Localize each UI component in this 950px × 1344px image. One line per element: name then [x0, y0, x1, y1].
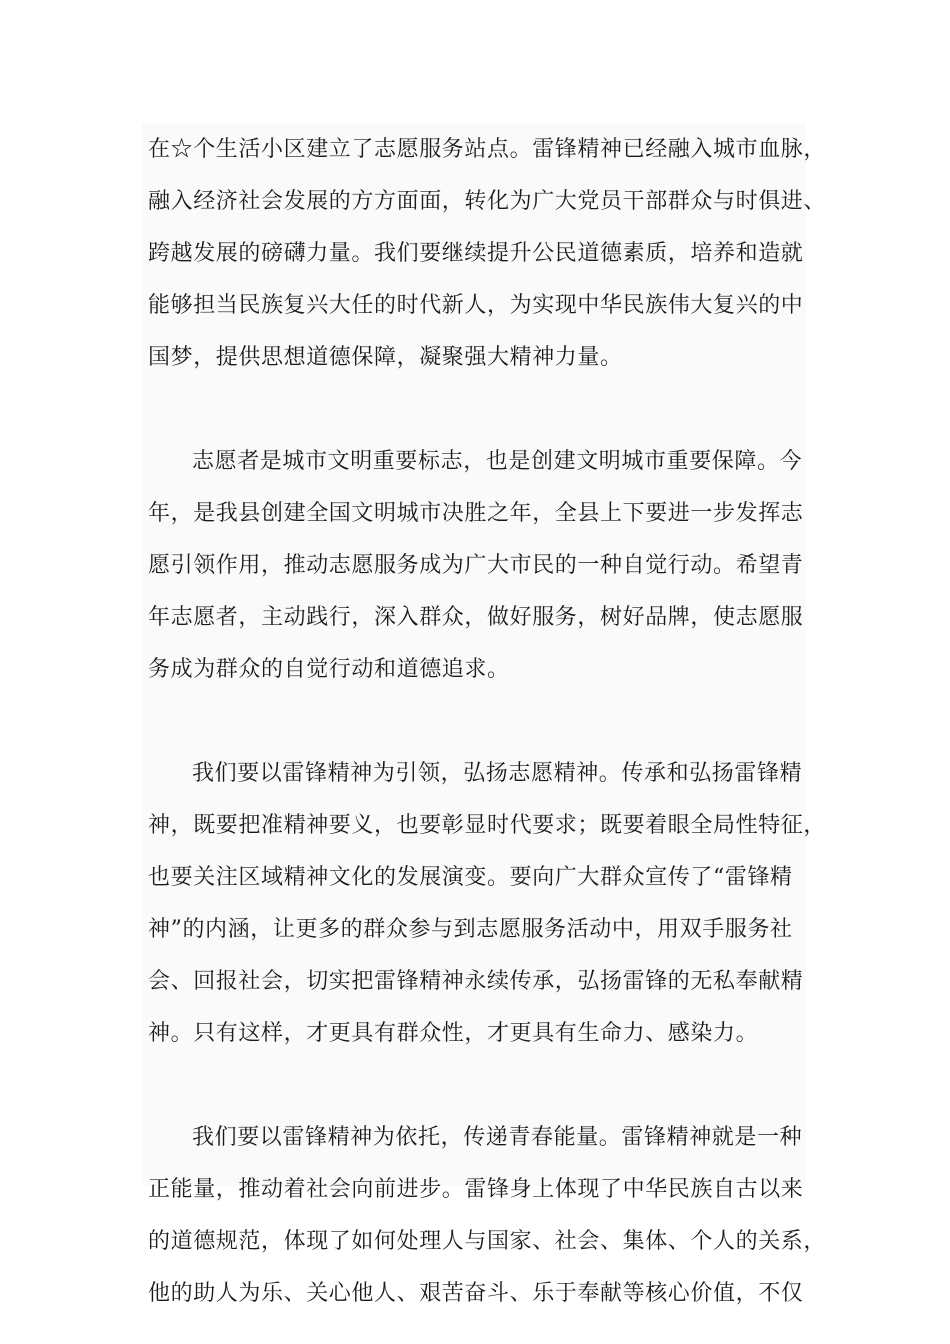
paragraph-1	[142, 124, 827, 384]
text-line: 融入经济社会发展的方方面面，转化为广大党员干部群众与时俱进、	[148, 189, 827, 214]
paragraph-gap	[142, 384, 806, 436]
text-line: 年志愿者，主动践行，深入群众，做好服务，树好品牌，使志愿服	[148, 605, 804, 630]
text-line: 神。只有这样，才更具有群众性，才更具有生命力、感染力。	[148, 1021, 759, 1046]
paragraph-gap	[142, 1060, 806, 1112]
document-text-block	[142, 124, 827, 1306]
text-line: 正能量，推动着社会向前进步。雷锋身上体现了中华民族自古以来	[148, 1177, 804, 1202]
text-line: 神，既要把准精神要义，也要彰显时代要求；既要着眼全局性特征，	[148, 813, 827, 838]
text-line: 跨越发展的磅礴力量。我们要继续提升公民道德素质，培养和造就	[148, 241, 804, 266]
text-line: 神”的内涵，让更多的群众参与到志愿服务活动中，用双手服务社	[148, 917, 793, 942]
text-line: 务成为群众的自觉行动和道德追求。	[148, 657, 510, 682]
text-line: 年，是我县创建全国文明城市决胜之年，全县上下要进一步发挥志	[148, 501, 804, 526]
paragraph-2	[142, 436, 806, 696]
text-line: 国梦，提供思想道德保障，凝聚强大精神力量。	[148, 345, 623, 370]
text-line: 在☆个生活小区建立了志愿服务站点。雷锋精神已经融入城市血脉，	[148, 137, 827, 162]
text-line: 也要关注区域精神文化的发展演变。要向广大群众宣传了“雷锋精	[148, 865, 793, 890]
text-line: 我们要以雷锋精神为引领，弘扬志愿精神。传承和弘扬雷锋精	[192, 761, 803, 786]
text-line: 会、回报社会，切实把雷锋精神永续传承，弘扬雷锋的无私奉献精	[148, 969, 804, 994]
text-line: 志愿者是城市文明重要标志，也是创建文明城市重要保障。今	[192, 449, 803, 474]
paragraph-4	[142, 1112, 827, 1320]
text-line: 他的助人为乐、关心他人、艰苦奋斗、乐于奉献等核心价值，不仅	[148, 1281, 804, 1306]
paragraph-gap	[142, 696, 806, 748]
text-line: 愿引领作用，推动志愿服务成为广大市民的一种自觉行动。希望青	[148, 553, 804, 578]
text-line: 能够担当民族复兴大任的时代新人，为实现中华民族伟大复兴的中	[148, 293, 804, 318]
text-line: 的道德规范，体现了如何处理人与国家、社会、集体、个人的关系，	[148, 1229, 827, 1254]
paragraph-3	[142, 748, 827, 1060]
text-line: 我们要以雷锋精神为依托，传递青春能量。雷锋精神就是一种	[192, 1125, 803, 1150]
